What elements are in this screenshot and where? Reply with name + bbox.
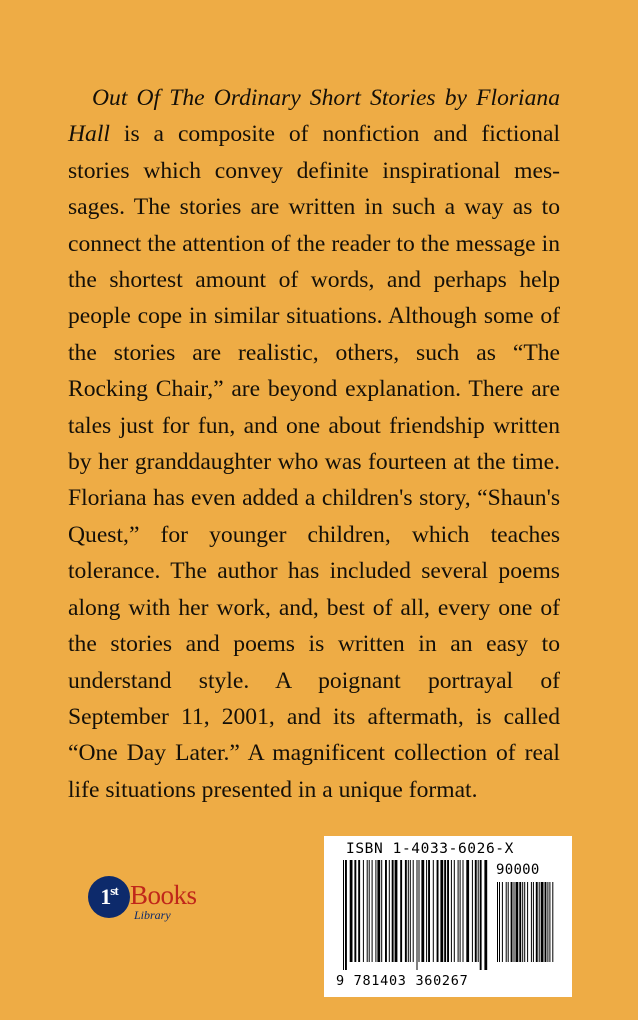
barcode-bar	[343, 860, 344, 970]
book-title: Out Of The Ordinary Short Stories by Floriana Hall	[68, 85, 560, 148]
barcode-bar	[433, 860, 434, 962]
barcode-bar	[440, 860, 443, 962]
blurb-text: is a composite of nonfiction and fictional stories which convey definite inspirational messages. The stories are written in such a way as to connect the attention of the reader to the message in the shortest amount of words, and perhaps help people cope in similar situations. Although some of the stories are realistic, others, such as “The Rocking Chair,” are beyond explanation. There are tales just for fun, and one about friendship written by her granddaughter who was fourteen at the time. Floriana has even added a children's story, “Shaun's Quest,” for younger children, which teaches tolerance. The author has included several poems along with her work, and, best of all, every one of the stories and poems is written in an easy to understand style. A poignant portrayal of September 11, 2001, and its aftermath, is called “One Day Later.” A magnificent collection of real life situations presented in a unique format.	[68, 121, 560, 803]
barcode-bar	[511, 882, 513, 962]
barcode-bar	[381, 860, 382, 962]
barcode-bar	[454, 860, 455, 962]
barcode-bar	[478, 860, 479, 962]
barcode-bar	[405, 860, 407, 962]
barcode-bar	[350, 860, 353, 962]
barcode-bar	[484, 860, 487, 970]
barcode-bar	[377, 860, 380, 962]
publisher-logo-name: Books	[130, 880, 197, 910]
barcode-bar	[463, 860, 464, 962]
ean-digits: 9 781403 360267	[336, 973, 469, 989]
publisher-logo-circle	[88, 876, 130, 918]
barcode-bar	[354, 860, 356, 962]
barcode-bar	[367, 860, 368, 962]
barcode-bar	[419, 860, 420, 962]
barcode-bar	[447, 860, 449, 962]
barcode-bar	[499, 882, 500, 962]
barcode-bar	[428, 860, 430, 962]
barcode-bar	[536, 882, 538, 962]
barcode-bar	[516, 882, 519, 962]
barcode-bar	[400, 860, 402, 962]
barcode-bar	[541, 882, 544, 962]
barcode-bar	[408, 860, 409, 962]
barcode-bar	[345, 860, 347, 970]
barcode-bar	[552, 882, 553, 962]
barcode-bar	[514, 882, 515, 962]
barcode-bar	[363, 860, 364, 962]
barcode-bar	[519, 882, 521, 962]
barcode-bar	[358, 860, 360, 962]
barcode-bar	[524, 882, 525, 962]
barcode-bar	[475, 860, 477, 962]
barcode-bar	[375, 860, 376, 962]
blurb-paragraph	[68, 80, 560, 808]
barcode-bar	[372, 860, 373, 962]
barcode-bar	[533, 882, 534, 962]
barcode-bar	[497, 882, 498, 962]
barcode-bar	[426, 860, 427, 962]
barcode-bar	[437, 860, 439, 962]
barcode-bar	[531, 882, 532, 962]
barcode-bar	[522, 882, 523, 962]
publisher-logo-subtitle: Library	[134, 908, 171, 922]
publisher-logo-ordinal: st	[110, 883, 118, 898]
price-code: 90000	[496, 862, 540, 878]
ean-barcode-bars	[342, 860, 488, 970]
barcode-bar	[413, 860, 414, 962]
barcode-bar	[506, 882, 507, 962]
barcode-bar	[392, 860, 394, 962]
barcode-bar	[444, 860, 446, 962]
barcode-bar	[389, 860, 390, 962]
barcode-bar	[369, 860, 370, 962]
isbn-barcode	[324, 836, 572, 997]
barcode-bar	[472, 860, 473, 962]
barcode-bar	[451, 860, 452, 962]
barcode-bar	[480, 860, 482, 970]
barcode-bar	[466, 860, 469, 962]
barcode-bar	[539, 882, 540, 962]
barcode-bar	[547, 882, 548, 962]
barcode-bar	[508, 882, 509, 962]
barcode-bar	[527, 882, 528, 962]
barcode-bar	[395, 860, 398, 962]
barcode-bar	[460, 860, 461, 962]
publisher-logo-number: 1	[100, 884, 111, 909]
barcode-bar	[545, 882, 547, 962]
barcode-bar	[385, 860, 387, 962]
barcode-bar	[502, 882, 503, 962]
barcode-bar	[549, 882, 550, 962]
isbn-number: ISBN 1-4033-6026-X	[346, 841, 514, 857]
barcode-bar	[410, 860, 411, 962]
barcode-bar	[421, 860, 424, 962]
addon-barcode-bars	[496, 882, 558, 982]
publisher-logo	[88, 876, 208, 936]
barcode-bar	[458, 860, 459, 962]
barcode-bar	[417, 860, 418, 970]
